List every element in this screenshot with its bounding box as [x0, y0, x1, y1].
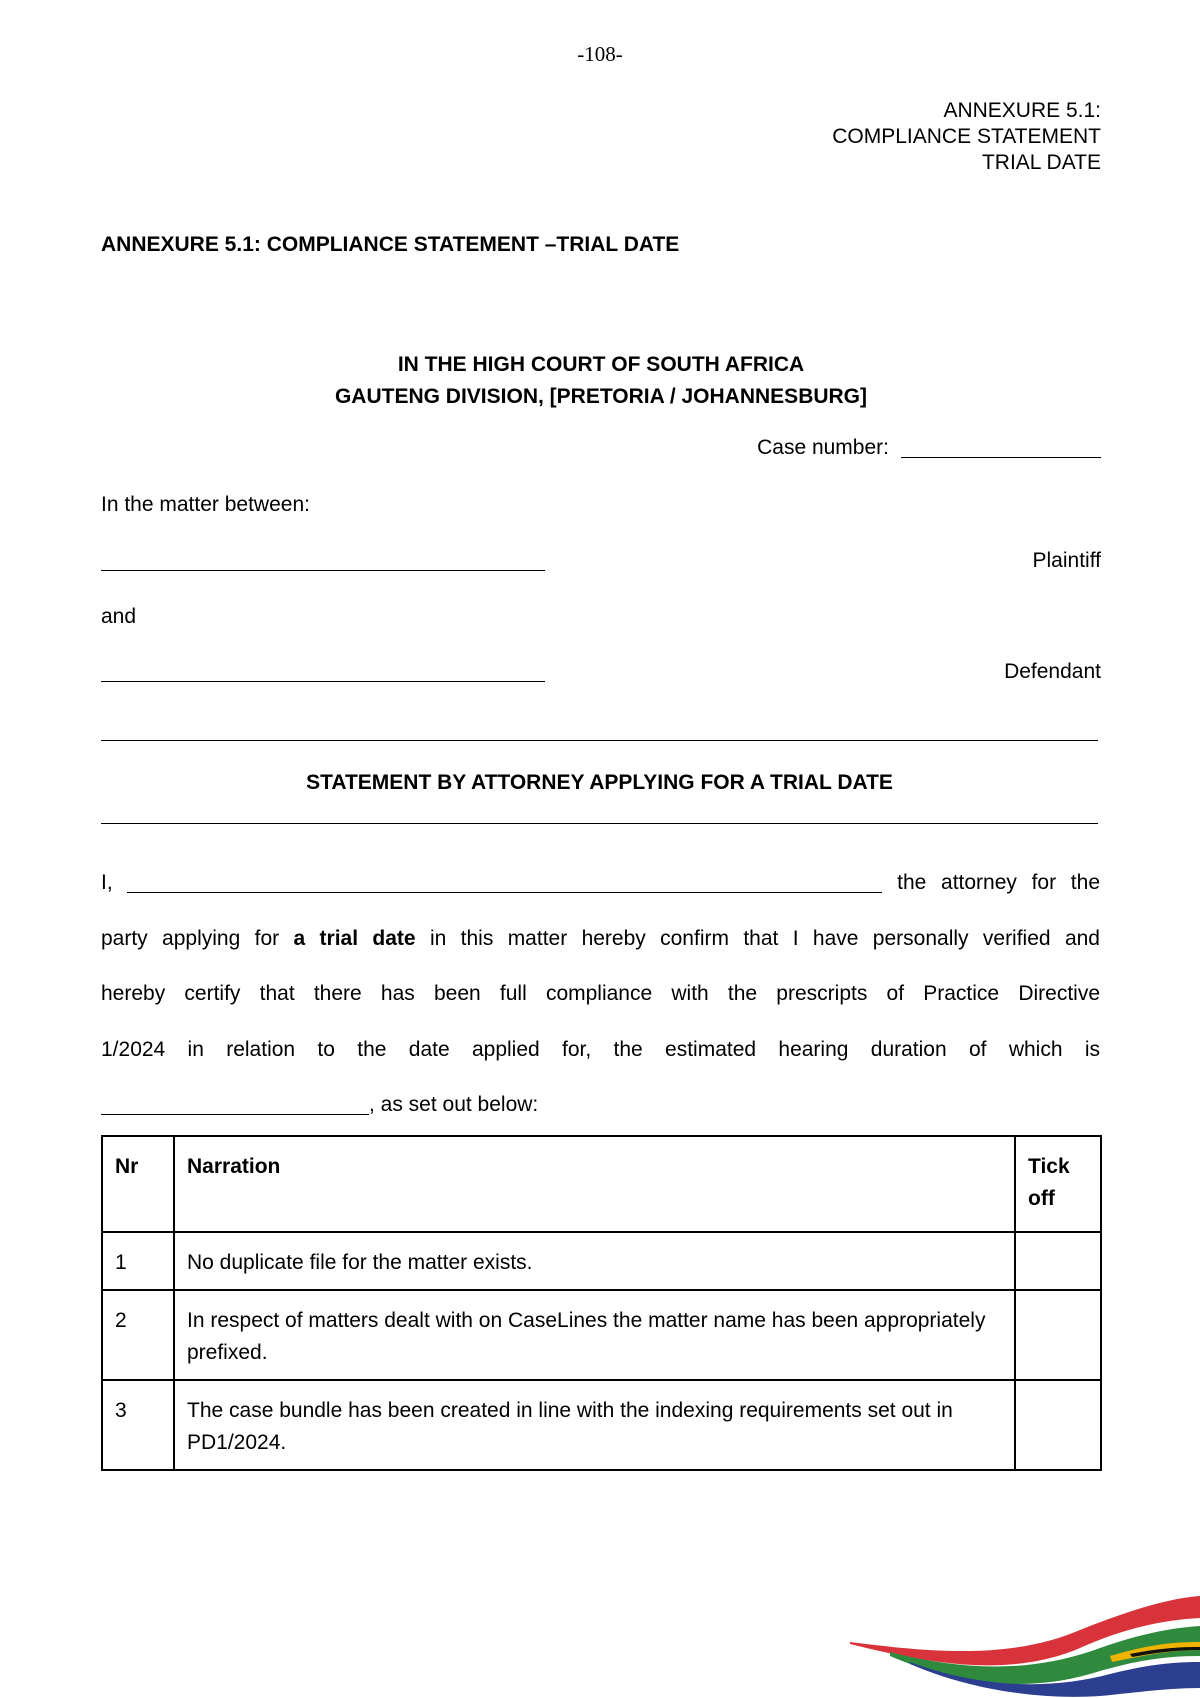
- compliance-checklist-table: [101, 1135, 1102, 1471]
- row-narration: In respect of matters dealt with on CaseLines the matter name has been appropriately prefixed.: [174, 1290, 1015, 1380]
- header-annex-reference: [832, 98, 1101, 176]
- matter-between-label: In the matter between:: [101, 493, 310, 516]
- line2-part-b: in this matter hereby confirm that I have personally verified and: [429, 926, 1100, 950]
- statement-title: STATEMENT BY ATTORNEY APPLYING FOR A TRIAL DATE: [306, 771, 893, 794]
- sa-flag-ribbon-icon: [850, 1590, 1200, 1698]
- row-tick-cell[interactable]: [1015, 1380, 1101, 1470]
- case-number-row: [757, 436, 1101, 460]
- court-heading: [101, 349, 1101, 413]
- and-label: and: [101, 605, 137, 628]
- table-row: [102, 1290, 1101, 1380]
- header-line-3: TRIAL DATE: [981, 151, 1101, 174]
- row-narration: No duplicate file for the matter exists.: [174, 1232, 1015, 1290]
- annexure-title: ANNEXURE 5.1: COMPLIANCE STATEMENT –TRIAL DATE: [101, 233, 680, 256]
- defendant-label: Defendant: [1004, 660, 1101, 683]
- plaintiff-label: Plaintiff: [1032, 549, 1101, 572]
- paragraph-line-5: [101, 1077, 1100, 1133]
- row-tick-cell[interactable]: [1015, 1232, 1101, 1290]
- line5-suffix: , as set out below:: [369, 1093, 539, 1116]
- paragraph-line-1: [101, 855, 1100, 911]
- line2-bold: a trial date: [293, 926, 416, 950]
- table-header-row: [102, 1136, 1101, 1232]
- row-nr: 1: [102, 1232, 174, 1290]
- row-nr: 3: [102, 1380, 174, 1470]
- divider-top: [101, 740, 1098, 741]
- header-line-2: COMPLIANCE STATEMENT: [832, 125, 1101, 148]
- paragraph-line-2: [101, 911, 1100, 967]
- row-nr: 2: [102, 1290, 174, 1380]
- header-nr: Nr: [102, 1136, 174, 1232]
- line1-suffix: the attorney for the: [897, 871, 1100, 894]
- paragraph-line-4: 1/2024 in relation to the date applied for, the estimated hearing duration of which is: [101, 1037, 1100, 1061]
- paragraph-line-3: hereby certify that there has been full compliance with the prescripts of Practice Directive: [101, 982, 1100, 1005]
- row-tick-cell[interactable]: [1015, 1290, 1101, 1380]
- case-number-blank[interactable]: [901, 439, 1101, 458]
- court-name: IN THE HIGH COURT OF SOUTH AFRICA: [397, 353, 805, 376]
- header-tick-off: Tick off: [1015, 1136, 1101, 1232]
- table-row: [102, 1232, 1101, 1290]
- court-division: GAUTENG DIVISION, [PRETORIA / JOHANNESBURG]: [334, 385, 868, 408]
- row-narration: The case bundle has been created in line with the indexing requirements set out in PD1/2024.: [174, 1380, 1015, 1470]
- plaintiff-name-blank[interactable]: [101, 570, 545, 571]
- hearing-duration-blank[interactable]: [101, 1096, 369, 1115]
- table-row: [102, 1380, 1101, 1470]
- header-line-1: ANNEXURE 5.1:: [943, 99, 1101, 122]
- case-number-label: Case number:: [757, 436, 889, 459]
- divider-bottom: [101, 823, 1098, 824]
- statement-paragraph: [101, 855, 1100, 1133]
- line1-prefix: I,: [101, 871, 113, 894]
- header-narration: Narration: [174, 1136, 1015, 1232]
- line2-part-a: party applying for: [101, 926, 280, 950]
- attorney-name-blank[interactable]: [127, 874, 882, 893]
- page-number: -108-: [577, 42, 623, 66]
- defendant-name-blank[interactable]: [101, 681, 545, 682]
